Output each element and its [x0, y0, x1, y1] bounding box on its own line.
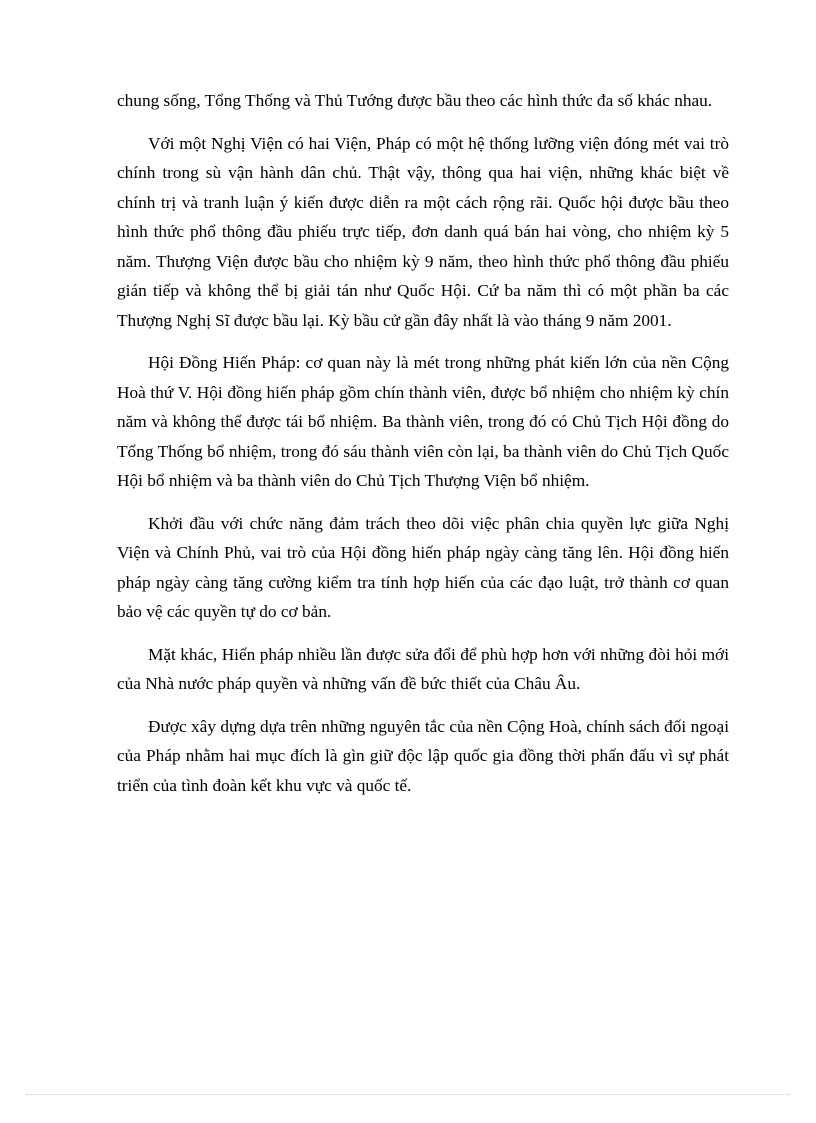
paragraph-parliament: Với một Nghị Viện có hai Viện, Pháp có một hệ thống lưỡng viện đóng mét vai trò chính trong sù vận hành dân chủ. Thật vậy, thông qua hai viện, những khác biệt về chính trị và tranh luận ý kiến được diễn ra một cách rộng rãi. Quốc hội được bầu theo hình thức phổ thông đầu phiếu trực tiếp, đơn danh quá bán hai vòng, cho nhiệm kỳ 5 năm. Thượng Viện được bầu cho nhiệm kỳ 9 năm, theo hình thức phổ thông đầu phiếu gián tiếp và không thể bị giải tán như Quốc Hội. Cứ ba năm thì có một phần ba các Thượng Nghị Sĩ được bầu lại. Kỳ bầu cử gần đây nhất là vào tháng 9 năm 2001.	[117, 133, 729, 330]
document-body	[117, 86, 729, 813]
paragraph-constitution-amendments: Mặt khác, Hiến pháp nhiều lần được sửa đổi để phù hợp hơn với những đòi hỏi mới của Nhà nước pháp quyền và những vấn đề bức thiết của Châu Âu.	[117, 644, 729, 693]
paragraph-continuation: chung sống, Tổng Thống và Thủ Tướng được bầu theo các hình thức đa số khác nhau.	[117, 91, 713, 110]
paragraph-constitutional-council: Hội Đồng Hiến Pháp: cơ quan này là mét trong những phát kiến lớn của nền Cộng Hoà thứ V. Hội đồng hiến pháp gồm chín thành viên, được bổ nhiệm cho nhiệm kỳ chín năm và không thể được tái bổ nhiệm. Ba thành viên, trong đó có Chủ Tịch Hội đồng do Tổng Thống bổ nhiệm, trong đó sáu thành viên còn lại, ba thành viên do Chủ Tịch Quốc Hội bổ nhiệm và ba thành viên do Chủ Tịch Thượng Viện bổ nhiệm.	[117, 353, 729, 490]
page-bottom-divider	[26, 1094, 790, 1095]
paragraph-council-role: Khởi đầu với chức năng đảm trách theo dõi việc phân chia quyền lực giữa Nghị Viện và Chính Phủ, vai trò của Hội đồng hiến pháp ngày càng tăng lên. Hội đồng hiến pháp ngày càng tăng cường kiểm tra tính hợp hiến của các đạo luật, trở thành cơ quan bảo vệ các quyền tự do cơ bản.	[117, 513, 729, 621]
paragraph-foreign-policy: Được xây dựng dựa trên những nguyên tắc của nền Cộng Hoà, chính sách đối ngoại của Pháp nhằm hai mục đích là gìn giữ độc lập quốc gia đồng thời phấn đấu vì sự phát triển của tình đoàn kết khu vực và quốc tế.	[117, 716, 729, 795]
